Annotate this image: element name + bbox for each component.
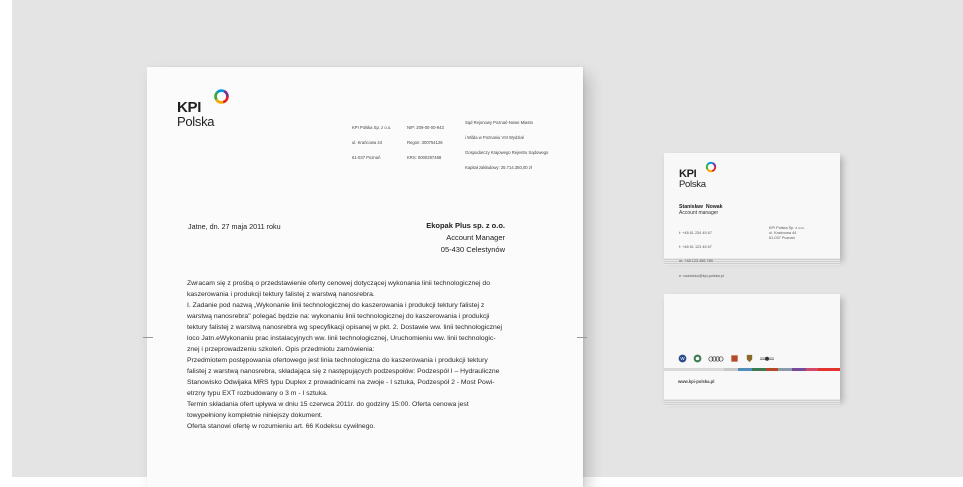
porsche-icon [745, 354, 754, 363]
recipient-role: Account Manager [446, 233, 505, 242]
volkswagen-icon [678, 354, 687, 363]
bentley-icon [760, 354, 774, 363]
svg-text:W: W [680, 356, 685, 362]
body-line: loco Jatn.eWykonaniu prac instalacyjnych ww. linii technologicznej, Uruchomieniu ww. linii technologic- [187, 335, 496, 342]
stripe-segment [664, 368, 724, 371]
body-line: Zwracam się z prośbą o przedstawienie oferty cenowej dotyczącej wykonania linii technologicznej do [187, 280, 490, 287]
body-line: Przedmiotem postępowania ofertowego jest linia technologiczna do kaszerowania i produkcji tektury [187, 357, 488, 364]
registry-ids [407, 115, 444, 170]
audi-icon [708, 354, 724, 363]
card-contacts [679, 221, 724, 288]
registry-line: Regon: 300754126 [407, 140, 443, 145]
card-logo-ring-icon [705, 161, 717, 173]
logo-word-polska: Polska [177, 114, 215, 129]
court-info [465, 110, 548, 180]
body-line: Oferta stanowi ofertę w rozumieniu art. 66 Kodeksu cywilnego. [187, 423, 376, 430]
card-contact-line: t: +48 61 234 45 67 [679, 230, 712, 235]
court-line: Sąd Rejonowy Poznań-Nowe Miasto [465, 120, 533, 125]
letter-date: Jatne, dn. 27 maja 2011 roku [188, 222, 281, 231]
logo-word-kpi: KPI [177, 99, 202, 116]
company-info [352, 115, 391, 170]
body-line: kaszerowania i produkcji tektury falistej z warstwą nanosrebra. [187, 291, 375, 298]
card-address [769, 226, 805, 240]
body-line: falistej z warstwą nanosrebra, składająca się z następujących podzespołów: Podzespół I – Hydrauliczne [187, 368, 500, 375]
body-line: Stanowisko Odwijaka MRS typu Duplex z prowadnicami na zwoje - I sztuka, Podzespół 2 - Most Powi- [187, 379, 495, 386]
stripe-segment [752, 368, 766, 371]
card-address-line: ul. Krańcowa 44 [769, 230, 797, 235]
color-stripe [664, 368, 840, 371]
registry-line: NIP: 209-00-00-943 [407, 125, 444, 130]
fold-mark-left [143, 337, 153, 338]
card-kpi-logo [679, 169, 706, 190]
stripe-segment [818, 368, 840, 371]
logo-ring-icon [213, 88, 230, 105]
body-line: znej i przeprowadzeniu szkoleń. Opis przedmiotu zamówienia: [187, 346, 375, 353]
court-line: Gospodarczy Krajowego Rejestru Sądowego [465, 150, 549, 155]
fold-mark-right [577, 337, 587, 338]
body-line: towypełniony kompletnie niniejszy dokument. [187, 412, 323, 419]
body-line: Termin składania ofert upływa w dniu 15 czerwca 2011r. do godziny 15:00. Oferta cenowa jest [187, 401, 469, 408]
card-last-name: Nowak [705, 204, 723, 210]
seat-icon [730, 354, 739, 363]
stripe-segment [738, 368, 752, 371]
recipient-city: 05-430 Celestynów [440, 245, 505, 254]
card-address-line: 61-037 Poznań [769, 235, 795, 240]
card-first-name: Stanisław [679, 204, 703, 210]
card-stack-edge [664, 399, 840, 406]
letter-body [187, 278, 543, 432]
body-line: etrzny typu EXT rozbudowany o 3 m - I sztuka. [187, 390, 328, 397]
stripe-segment [724, 368, 738, 371]
body-line: warstwą nanosrebra" polegać będzie na: wykonaniu linii technologicznej do kaszerowania i produkcji [187, 313, 490, 320]
skoda-icon [693, 354, 702, 363]
business-card-front [664, 153, 840, 278]
card-contact-line: m: +48 123 456 789 [679, 259, 713, 264]
company-line: 61-037 Poznań [352, 155, 381, 160]
body-line: I. Zadanie pod nazwą „Wykonanie linii technologicznej do kaszerowania i produkcji tektury falistej z [187, 302, 485, 309]
court-line: Kapitał zakładowy: 25.714.350,00 zł [465, 165, 532, 170]
card-logo-word-polska: Polska [679, 179, 706, 190]
company-line: KPI Polska Sp. z o.o. [352, 125, 392, 130]
business-card-back [664, 294, 840, 399]
card-logo-word-kpi: KPI [679, 168, 697, 180]
stripe-segment [806, 368, 818, 371]
letterhead-sheet [147, 67, 583, 487]
card-address-line: KPI Polska Sp. z o.o. [769, 226, 805, 230]
recipient-address [426, 220, 505, 256]
recipient-name: Ekopak Plus sp. z o.o. [426, 221, 505, 230]
stripe-segment [778, 368, 792, 371]
body-line: tektury falistej z warstwą nanosrebra wg specyfikacji opisanej w pkt. 2. Dostawie ww. linii technologicznej [187, 324, 503, 331]
court-line: i Wilda w Poznaniu VIII Wydział [465, 135, 524, 140]
card-website: www.kpi-polska.pl [678, 379, 715, 384]
card-contact-line: f: +48 61 123 45 67 [679, 244, 712, 249]
backdrop [12, 0, 963, 477]
stripe-segment [766, 368, 778, 371]
kpi-logo [177, 100, 214, 128]
registry-line: KRS: 0000297468 [407, 155, 442, 160]
card-job-title: Account manager [679, 210, 719, 216]
brand-logos [678, 354, 774, 363]
company-line: ul. Krańcowa 44 [352, 140, 383, 145]
stripe-segment [792, 368, 806, 371]
card-contact-line: e: nazwisko@kpi-polska.pl [679, 273, 724, 278]
